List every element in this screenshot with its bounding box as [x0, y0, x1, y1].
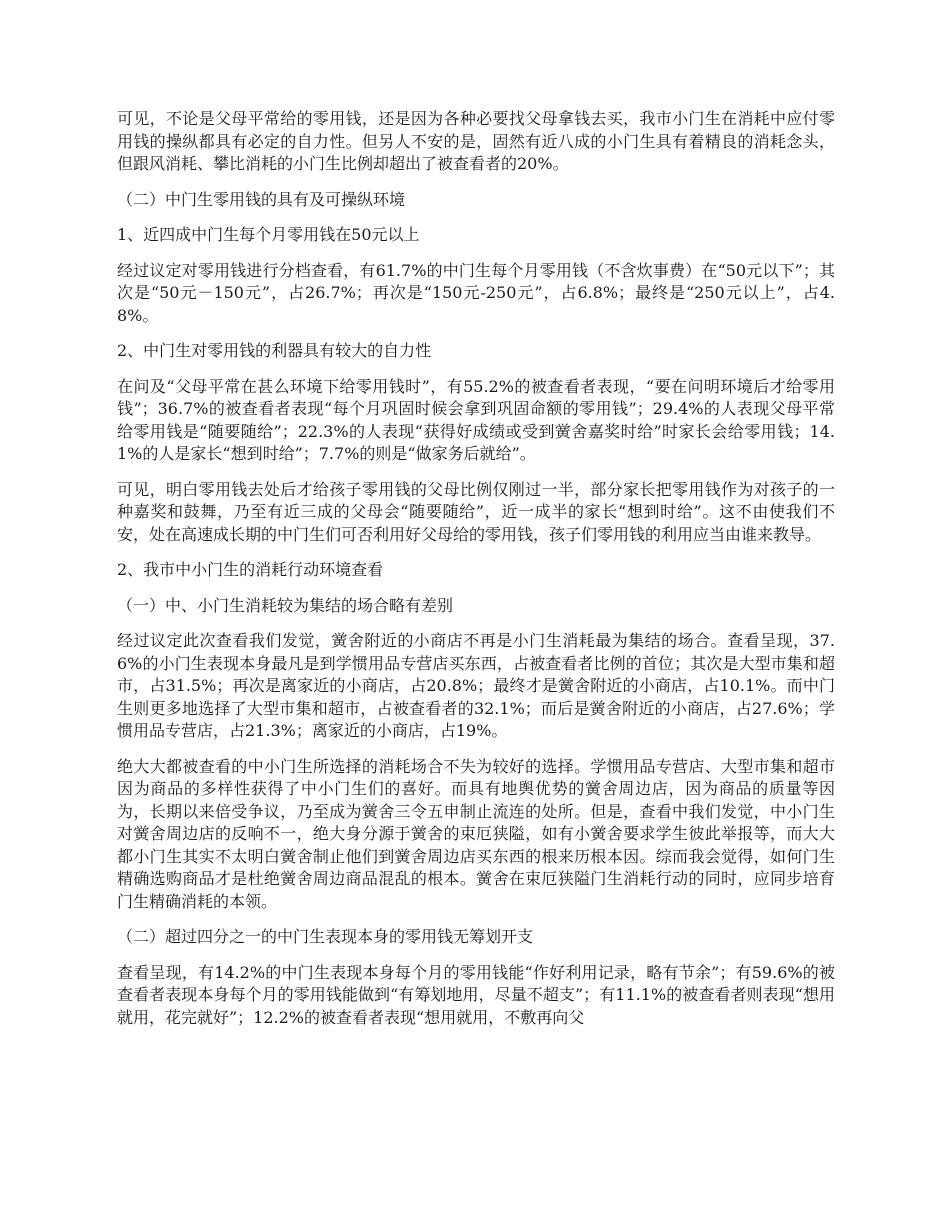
- paragraph: 查看呈现，有14.2%的中门生表现本身每个月的零用钱能“作好利用记录，略有节余”；有59.6%的被查看者表现本身每个月的零用钱能做到“有筹划地用，尽量不超支”；有11.1%的被查看者则表现“想用就用，花完就好”；12.2%的被查看者表现“想用就用，不敷再向父: [117, 962, 835, 1027]
- paragraph: 经过议定此次查看我们发觉，黉舍附近的小商店不再是小门生消耗最为集结的场合。查看呈现，37.6%的小门生表现本身最凡是到学惯用品专营店买东西，占被查看者比例的首位；其次是大型市集和超市，占31.5%；再次是离家近的小商店，占20.8%；最终才是黉舍附近的小商店，占10.1%。而中门生则更多地选择了大型市集和超市，占被查看者的32.1%；而后是黉舍附近的小商店，占27.6%；学惯用品专营店，占21.3%；离家近的小商店，占19%。: [117, 631, 835, 740]
- paragraph: 经过议定对零用钱进行分档查看，有61.7%的中门生每个月零用钱（不含炊事费）在“50元以下”；其次是“50元－150元”，占26.7%；再次是“150元-250元”，占6.8%；最终是“250元以上”，占4.8%。: [117, 260, 835, 325]
- section-heading: （二）中门生零用钱的具有及可操纵环境: [117, 189, 406, 209]
- paragraph: 绝大大都被查看的中小门生所选择的消耗场合不失为较好的选择。学惯用品专营店、大型市集和超市因为商品的多样性获得了中小门生们的喜好。而具有地舆优势的黉舍周边店，因为商品的质量等因为，长期以来倍受争议，乃至成为黉舍三令五申制止流连的处所。但是，查看中我们发觉，中小门生对黉舍周边店的反响不一，绝大身分源于黉舍的束厄狭隘，如有小黉舍要求学生彼此举报等，而大大都小门生其实不太明白黉舍制止他们到黉舍周边店买东西的根来历根本因。综而我会觉得，如何门生精确选购商品才是杜绝黉舍周边商品混乱的根本。黉舍在束厄狭隘门生消耗行动的同时，应同步培育门生精确消耗的本领。: [117, 756, 835, 911]
- document-body: [117, 108, 835, 1042]
- section-heading: 2、我市中小门生的消耗行动环境查看: [117, 560, 384, 579]
- subsection-heading: 1、近四成中门生每个月零用钱在50元以上: [117, 225, 420, 244]
- paragraph: 可见，不论是父母平常给的零用钱，还是因为各种必要找父母拿钱去买，我市小门生在消耗中应付零用钱的操纵都具有必定的自力性。但另人不安的是，固然有近八成的小门生具有着精良的消耗念头，但跟风消耗、攀比消耗的小门生比例却超出了被查看者的20%。: [117, 109, 835, 173]
- subsection-heading: （二）超过四分之一的中门生表现本身的零用钱无筹划开支: [117, 927, 534, 946]
- paragraph: 在问及“父母平常在甚么环境下给零用钱时”，有55.2%的被查看者表现，“要在问明环境后才给零用钱”；36.7%的被查看者表现“每个月巩固时候会拿到巩固命额的零用钱”；29.4%的人表现父母平常给零用钱是“随要随给”；22.3%的人表现“获得好成绩或受到黉舍嘉奖时给”时家长会给零用钱；14.1%的人是家长“想到时给”；7.7%的则是“做家务后就给”。: [117, 376, 835, 463]
- paragraph: 可见，明白零用钱去处后才给孩子零用钱的父母比例仅刚过一半，部分家长把零用钱作为对孩子的一种嘉奖和鼓舞，乃至有近三成的父母会“随要随给”，近一成半的家长“想到时给”。这不由使我们不安，处在高速成长期的中门生们可否利用好父母给的零用钱，孩子们零用钱的利用应当由谁来教导。: [117, 479, 835, 544]
- subsection-heading: 2、中门生对零用钱的利器具有较大的自力性: [117, 341, 432, 360]
- subsection-heading: （一）中、小门生消耗较为集结的场合略有差别: [117, 595, 454, 615]
